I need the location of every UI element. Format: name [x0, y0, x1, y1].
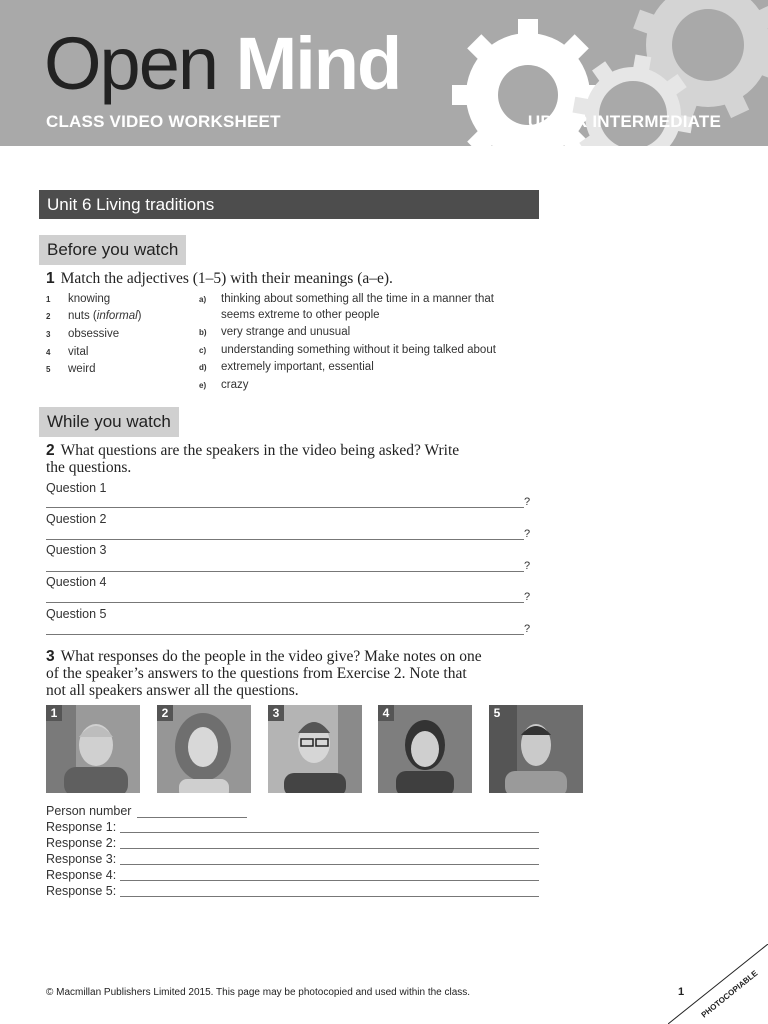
exercise-3-number: 3 [46, 648, 55, 665]
photocopiable-label: PHOTOCOPIABLE [699, 968, 760, 1020]
while-you-watch-heading: While you watch [39, 407, 179, 437]
question-mark: ? [524, 528, 531, 540]
question-label: Question 5 [46, 607, 107, 621]
exercise-1-text: Match the adjectives (1–5) with their meanings (a–e). [60, 270, 393, 287]
exercise-1-prompt [46, 270, 393, 287]
question-answer-line[interactable] [46, 571, 524, 572]
adjective-word: nuts ( [68, 310, 97, 322]
question-label: Question 2 [46, 512, 107, 526]
response-label: Response 2: [46, 836, 117, 850]
response-line[interactable] [120, 864, 539, 865]
person-number-label: Person number [46, 804, 132, 818]
adjective-item: obsessive [68, 328, 120, 340]
question-answer-line[interactable] [46, 634, 524, 635]
response-line[interactable] [120, 848, 539, 849]
question-label: Question 4 [46, 575, 107, 589]
meaning-item: crazy [221, 379, 249, 391]
meaning-letter: c) [199, 346, 207, 355]
unit-title-bar: Unit 6 Living traditions [39, 190, 539, 219]
speaker-photo [268, 705, 362, 793]
adjective-note: informal [96, 310, 138, 322]
meaning-letter: e) [199, 381, 207, 390]
question-mark: ? [524, 560, 531, 572]
worksheet-header [0, 0, 768, 146]
exercise-3-prompt-continued: not all speakers answer all the questions. [46, 682, 299, 699]
level-label: UPPER INTERMEDIATE [527, 112, 721, 131]
meaning-item: understanding something without it being talked about [221, 344, 496, 356]
exercise-1-number: 1 [46, 270, 55, 287]
brand-light: Open [44, 22, 236, 105]
exercise-2-number: 2 [46, 442, 55, 459]
exercise-3-line: What responses do the people in the video give? Make notes on one [60, 648, 482, 665]
page-number: 1 [678, 986, 685, 998]
photo-number: 1 [46, 705, 62, 721]
meaning-letter: a) [199, 295, 207, 304]
question-mark: ? [524, 496, 531, 508]
meaning-letter: b) [199, 328, 207, 337]
response-line[interactable] [120, 880, 539, 881]
photo-number: 5 [489, 705, 505, 721]
adjective-number: 1 [46, 295, 51, 304]
response-label: Response 4: [46, 868, 117, 882]
adjective-item [68, 308, 142, 324]
speaker-photo [378, 705, 472, 793]
meaning-item: extremely important, essential [221, 361, 374, 373]
adjective-number: 2 [46, 312, 51, 321]
response-label: Response 3: [46, 852, 117, 866]
speaker-photo [489, 705, 583, 793]
person-number-line[interactable] [137, 817, 247, 818]
brand-bold: Mind [235, 22, 401, 105]
adjective-item: knowing [68, 293, 111, 305]
speaker-photo [46, 705, 140, 793]
before-you-watch-heading: Before you watch [39, 235, 186, 265]
adjective-number: 4 [46, 348, 51, 357]
response-line[interactable] [120, 896, 539, 897]
question-answer-line[interactable] [46, 507, 524, 508]
speaker-photo [157, 705, 251, 793]
response-line[interactable] [120, 832, 539, 833]
meaning-item: very strange and unusual [221, 326, 351, 338]
response-label: Response 5: [46, 884, 117, 898]
photo-number: 2 [157, 705, 173, 721]
exercise-2-line: What questions are the speakers in the video being asked? Write [60, 442, 460, 459]
question-answer-line[interactable] [46, 602, 524, 603]
adjective-item: vital [68, 346, 89, 358]
question-label: Question 3 [46, 543, 107, 557]
photocopiable-corner [668, 944, 768, 1024]
exercise-2-prompt-continued: the questions. [46, 459, 132, 476]
open-mind-logo [44, 18, 400, 110]
worksheet-type: CLASS VIDEO WORKSHEET [46, 112, 281, 131]
meaning-item-continued: seems extreme to other people [221, 309, 380, 321]
adjective-item: weird [68, 363, 96, 375]
exercise-3-prompt [46, 648, 482, 665]
meaning-letter: d) [199, 363, 207, 372]
question-mark: ? [524, 591, 531, 603]
question-answer-line[interactable] [46, 539, 524, 540]
exercise-2-prompt [46, 442, 459, 459]
exercise-3-prompt-continued: of the speaker’s answers to the questions from Exercise 2. Note that [46, 665, 467, 682]
adjective-number: 3 [46, 330, 51, 339]
adjective-close: ) [137, 310, 142, 322]
question-label: Question 1 [46, 481, 107, 495]
copyright-notice: © Macmillan Publishers Limited 2015. This page may be photocopied and used within the class. [46, 987, 471, 998]
photo-number: 3 [268, 705, 284, 721]
meaning-item: thinking about something all the time in a manner that [221, 293, 494, 305]
photo-number: 4 [378, 705, 394, 721]
response-label: Response 1: [46, 820, 117, 834]
adjective-number: 5 [46, 365, 51, 374]
question-mark: ? [524, 623, 531, 635]
